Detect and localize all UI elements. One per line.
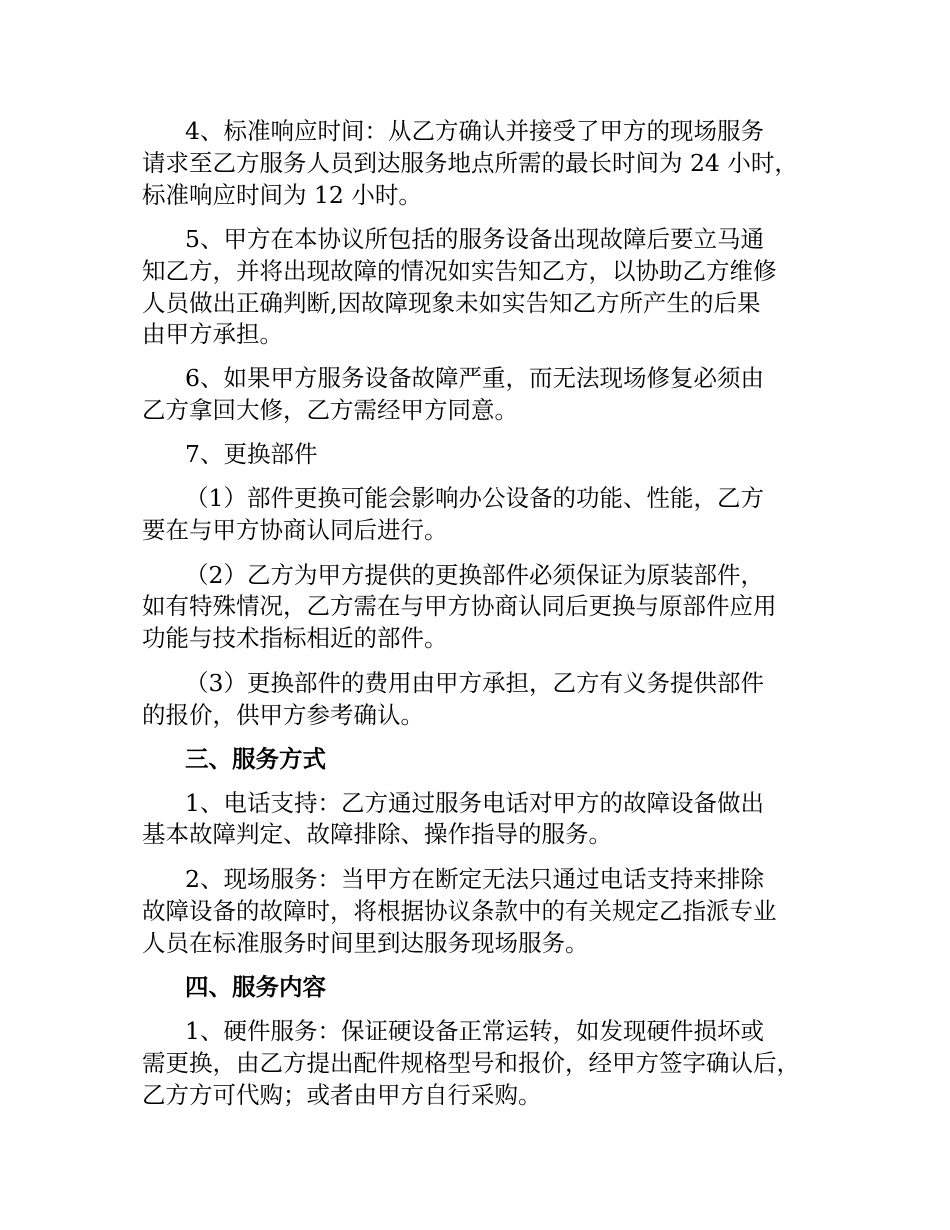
text-line: 人员在标准服务时间里到达服务现场服务。 xyxy=(142,929,589,957)
text-line: 7、更换部件 xyxy=(185,440,318,468)
text-line: 功能与技术指标相近的部件。 xyxy=(142,624,448,652)
text-line: 基本故障判定、故障排除、操作指导的服务。 xyxy=(142,820,612,848)
text-line: 2、现场服务：当甲方在断定无法只通过电话支持来排除 xyxy=(185,865,764,893)
section-heading: 三、服务方式 xyxy=(185,745,326,773)
text-line: 知乙方，并将出现故障的情况如实告知乙方，以协助乙方维修 xyxy=(142,257,777,285)
text-line: 乙方方可代购；或者由甲方自行采购。 xyxy=(142,1081,542,1109)
text-line: （1）部件更换可能会影响办公设备的功能、性能，乙方 xyxy=(185,484,764,512)
text-line: 需更换，由乙方提出配件规格型号和报价，经甲方签字确认后， xyxy=(142,1049,800,1077)
text-line: 的报价，供甲方参考确认。 xyxy=(142,701,424,729)
text-line: 故障设备的故障时，将根据协议条款中的有关规定乙指派专业 xyxy=(142,897,777,925)
text-line: （2）乙方为甲方提供的更换部件必须保证为原装部件， xyxy=(185,561,764,589)
text-line: 要在与甲方协商认同后进行。 xyxy=(142,516,448,544)
text-line: 1、电话支持：乙方通过服务电话对甲方的故障设备做出 xyxy=(185,789,764,817)
text-line: 1、硬件服务：保证硬设备正常运转，如发现硬件损坏或 xyxy=(185,1017,764,1045)
text-line: 4、标准响应时间：从乙方确认并接受了甲方的现场服务 xyxy=(185,117,764,145)
text-line: 人员做出正确判断,因故障现象未如实告知乙方所产生的后果 xyxy=(142,289,761,317)
text-line: 标准响应时间为 12 小时。 xyxy=(142,181,422,209)
section-heading: 四、服务内容 xyxy=(185,973,326,1001)
text-line: 由甲方承担。 xyxy=(142,320,283,348)
text-line: （3）更换部件的费用由甲方承担，乙方有义务提供部件 xyxy=(185,669,764,697)
text-line: 乙方拿回大修，乙方需经甲方同意。 xyxy=(142,396,518,424)
text-line: 6、如果甲方服务设备故障严重，而无法现场修复必须由 xyxy=(185,364,764,392)
text-line: 如有特殊情况，乙方需在与甲方协商认同后更换与原部件应用 xyxy=(142,592,777,620)
text-line: 请求至乙方服务人员到达服务地点所需的最长时间为 24 小时， xyxy=(142,149,798,177)
text-line: 5、甲方在本协议所包括的服务设备出现故障后要立马通 xyxy=(185,225,764,253)
